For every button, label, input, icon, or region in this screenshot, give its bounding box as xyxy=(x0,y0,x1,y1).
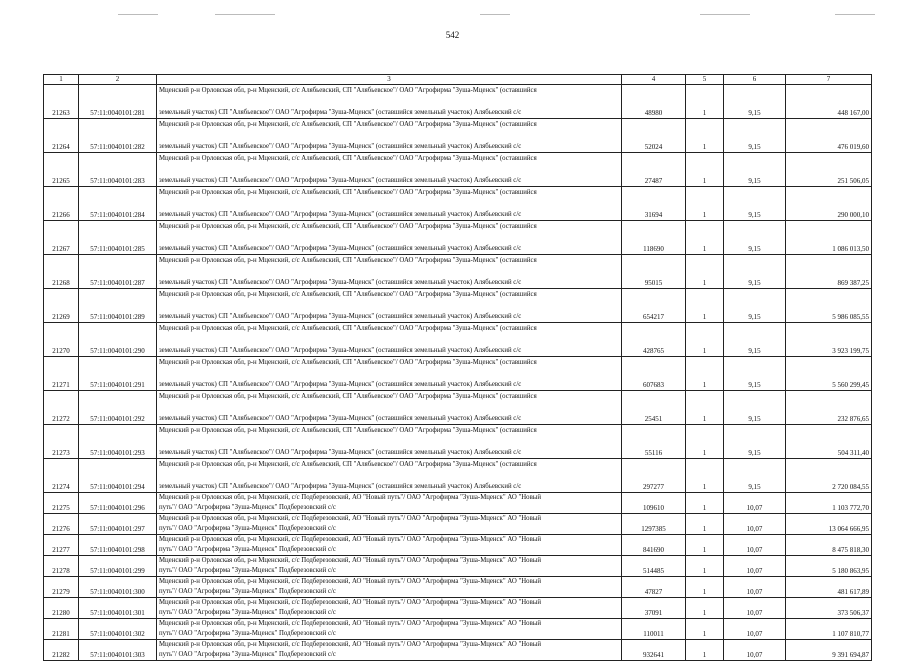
column-header: 5 xyxy=(686,75,724,85)
cadastral-number: 57:11:0040101:290 xyxy=(79,323,157,357)
description-line: Мценский р-н Орловская обл, р-н Мценский, с/с Алябьевский, СП "Алябьевское"/ ОАО "Агрофирма "Зуша-Мценск" (оставшийся xyxy=(159,427,537,434)
row-id: 21280 xyxy=(44,598,79,619)
description-line: Мценский р-н Орловская обл, р-н Мценский, с/с Алябьевский, СП "Алябьевское"/ ОАО "Агрофирма "Зуша-Мценск" (оставшийся xyxy=(159,257,537,264)
description-line: Мценский р-н Орловская обл, р-н Мценский, с/с Алябьевский, СП "Алябьевское"/ ОАО "Агрофирма "Зуша-Мценск" (оставшийся xyxy=(159,87,537,94)
column-header: 4 xyxy=(622,75,686,85)
area-value: 25451 xyxy=(622,391,686,425)
description-line: Мценский р-н Орловская обл, р-н Мценский, с/с Подберезовский, АО "Новый путь"/ ОАО "Агрофирма "Зуша-Мценск" АО "Новый xyxy=(159,578,541,585)
count-value: 1 xyxy=(686,221,724,255)
row-id: 21277 xyxy=(44,535,79,556)
description-line: Мценский р-н Орловская обл, р-н Мценский, с/с Алябьевский, СП "Алябьевское"/ ОАО "Агрофирма "Зуша-Мценск" (оставшийся xyxy=(159,325,537,332)
cadastral-value: 448 167,00 xyxy=(786,85,872,119)
description-line: Мценский р-н Орловская обл, р-н Мценский, с/с Алябьевский, СП "Алябьевское"/ ОАО "Агрофирма "Зуша-Мценск" (оставшийся xyxy=(159,461,537,468)
count-value: 1 xyxy=(686,323,724,357)
area-value: 654217 xyxy=(622,289,686,323)
cadastral-number: 57:11:0040101:285 xyxy=(79,221,157,255)
cadastral-value: 5 180 863,95 xyxy=(786,556,872,577)
cadastral-number: 57:11:0040101:287 xyxy=(79,255,157,289)
location-description xyxy=(157,323,622,357)
cadastral-value: 2 720 084,55 xyxy=(786,459,872,493)
cadastral-number: 57:11:0040101:302 xyxy=(79,619,157,640)
count-value: 1 xyxy=(686,85,724,119)
rate-value: 9,15 xyxy=(724,289,786,323)
row-id: 21281 xyxy=(44,619,79,640)
scan-artifact xyxy=(480,14,510,15)
cadastral-number: 57:11:0040101:301 xyxy=(79,598,157,619)
description-line: путь"/ ОАО "Агрофирма "Зуша-Мценск" Подберезовский с/с xyxy=(159,651,336,658)
area-value: 514485 xyxy=(622,556,686,577)
row-id: 21265 xyxy=(44,153,79,187)
area-value: 55116 xyxy=(622,425,686,459)
description-line: Мценский р-н Орловская обл, р-н Мценский, с/с Подберезовский, АО "Новый путь"/ ОАО "Агрофирма "Зуша-Мценск" АО "Новый xyxy=(159,599,541,606)
cadastral-number: 57:11:0040101:299 xyxy=(79,556,157,577)
area-value: 52024 xyxy=(622,119,686,153)
row-id: 21263 xyxy=(44,85,79,119)
location-description xyxy=(157,391,622,425)
description-line: земельный участок) СП "Алябьевское"/ ОАО "Агрофирма "Зуша-Мценск" (оставшийся земельный участок) Алябьевский с/с xyxy=(159,245,522,252)
table-row xyxy=(44,391,872,425)
cadastral-value: 8 475 818,30 xyxy=(786,535,872,556)
cadastral-number: 57:11:0040101:291 xyxy=(79,357,157,391)
cadastral-number: 57:11:0040101:284 xyxy=(79,187,157,221)
count-value: 1 xyxy=(686,535,724,556)
area-value: 1297385 xyxy=(622,514,686,535)
table-row xyxy=(44,459,872,493)
scan-artifact xyxy=(118,14,158,15)
rate-value: 10,07 xyxy=(724,556,786,577)
cadastral-value: 504 311,40 xyxy=(786,425,872,459)
description-line: земельный участок) СП "Алябьевское"/ ОАО "Агрофирма "Зуша-Мценск" (оставшийся земельный участок) Алябьевский с/с xyxy=(159,211,522,218)
cadastral-value: 869 387,25 xyxy=(786,255,872,289)
description-line: земельный участок) СП "Алябьевское"/ ОАО "Агрофирма "Зуша-Мценск" (оставшийся земельный участок) Алябьевский с/с xyxy=(159,143,522,150)
cadastral-number: 57:11:0040101:281 xyxy=(79,85,157,119)
rate-value: 9,15 xyxy=(724,323,786,357)
column-header: 7 xyxy=(786,75,872,85)
description-line: Мценский р-н Орловская обл, р-н Мценский, с/с Алябьевский, СП "Алябьевское"/ ОАО "Агрофирма "Зуша-Мценск" (оставшийся xyxy=(159,393,537,400)
location-description xyxy=(157,577,622,598)
table-row xyxy=(44,153,872,187)
rate-value: 10,07 xyxy=(724,577,786,598)
description-line: Мценский р-н Орловская обл, р-н Мценский, с/с Алябьевский, СП "Алябьевское"/ ОАО "Агрофирма "Зуша-Мценск" (оставшийся xyxy=(159,189,537,196)
rate-value: 9,15 xyxy=(724,221,786,255)
description-line: земельный участок) СП "Алябьевское"/ ОАО "Агрофирма "Зуша-Мценск" (оставшийся земельный участок) Алябьевский с/с xyxy=(159,177,522,184)
rate-value: 10,07 xyxy=(724,598,786,619)
area-value: 95015 xyxy=(622,255,686,289)
description-line: земельный участок) СП "Алябьевское"/ ОАО "Агрофирма "Зуша-Мценск" (оставшийся земельный участок) Алябьевский с/с xyxy=(159,449,522,456)
table-body xyxy=(44,85,872,661)
table-row xyxy=(44,289,872,323)
description-line: земельный участок) СП "Алябьевское"/ ОАО "Агрофирма "Зуша-Мценск" (оставшийся земельный участок) Алябьевский с/с xyxy=(159,347,522,354)
count-value: 1 xyxy=(686,493,724,514)
row-id: 21272 xyxy=(44,391,79,425)
location-description xyxy=(157,153,622,187)
row-id: 21269 xyxy=(44,289,79,323)
column-header: 2 xyxy=(79,75,157,85)
cadastral-value: 476 019,60 xyxy=(786,119,872,153)
cadastral-number: 57:11:0040101:289 xyxy=(79,289,157,323)
area-value: 297277 xyxy=(622,459,686,493)
rate-value: 9,15 xyxy=(724,391,786,425)
count-value: 1 xyxy=(686,619,724,640)
description-line: путь"/ ОАО "Агрофирма "Зуша-Мценск" Подберезовский с/с xyxy=(159,588,336,595)
description-line: путь"/ ОАО "Агрофирма "Зуша-Мценск" Подберезовский с/с xyxy=(159,630,336,637)
count-value: 1 xyxy=(686,289,724,323)
rate-value: 9,15 xyxy=(724,255,786,289)
count-value: 1 xyxy=(686,391,724,425)
table-row xyxy=(44,187,872,221)
table-row xyxy=(44,221,872,255)
row-id: 21278 xyxy=(44,556,79,577)
description-line: Мценский р-н Орловская обл, р-н Мценский, с/с Алябьевский, СП "Алябьевское"/ ОАО "Агрофирма "Зуша-Мценск" (оставшийся xyxy=(159,121,537,128)
column-header: 3 xyxy=(157,75,622,85)
description-line: путь"/ ОАО "Агрофирма "Зуша-Мценск" Подберезовский с/с xyxy=(159,567,336,574)
location-description xyxy=(157,640,622,661)
location-description xyxy=(157,556,622,577)
table-row xyxy=(44,255,872,289)
table-row xyxy=(44,323,872,357)
area-value: 110011 xyxy=(622,619,686,640)
rate-value: 9,15 xyxy=(724,187,786,221)
cadastral-value: 232 876,65 xyxy=(786,391,872,425)
cadastral-value: 13 064 666,95 xyxy=(786,514,872,535)
cadastral-value: 373 506,37 xyxy=(786,598,872,619)
count-value: 1 xyxy=(686,514,724,535)
area-value: 428765 xyxy=(622,323,686,357)
description-line: земельный участок) СП "Алябьевское"/ ОАО "Агрофирма "Зуша-Мценск" (оставшийся земельный участок) Алябьевский с/с xyxy=(159,415,522,422)
description-line: Мценский р-н Орловская обл, р-н Мценский, с/с Алябьевский, СП "Алябьевское"/ ОАО "Агрофирма "Зуша-Мценск" (оставшийся xyxy=(159,155,537,162)
description-line: Мценский р-н Орловская обл, р-н Мценский, с/с Подберезовский, АО "Новый путь"/ ОАО "Агрофирма "Зуша-Мценск" АО "Новый xyxy=(159,515,541,522)
count-value: 1 xyxy=(686,598,724,619)
area-value: 841690 xyxy=(622,535,686,556)
cadastral-number: 57:11:0040101:300 xyxy=(79,577,157,598)
count-value: 1 xyxy=(686,357,724,391)
description-line: Мценский р-н Орловская обл, р-н Мценский, с/с Подберезовский, АО "Новый путь"/ ОАО "Агрофирма "Зуша-Мценск" АО "Новый xyxy=(159,536,541,543)
row-id: 21267 xyxy=(44,221,79,255)
row-id: 21271 xyxy=(44,357,79,391)
description-line: Мценский р-н Орловская обл, р-н Мценский, с/с Подберезовский, АО "Новый путь"/ ОАО "Агрофирма "Зуша-Мценск" АО "Новый xyxy=(159,557,541,564)
area-value: 47827 xyxy=(622,577,686,598)
table-row xyxy=(44,493,872,514)
rate-value: 9,15 xyxy=(724,153,786,187)
location-description xyxy=(157,119,622,153)
location-description xyxy=(157,289,622,323)
row-id: 21274 xyxy=(44,459,79,493)
count-value: 1 xyxy=(686,640,724,661)
location-description xyxy=(157,255,622,289)
cadastral-number: 57:11:0040101:298 xyxy=(79,535,157,556)
location-description xyxy=(157,619,622,640)
cadastral-number: 57:11:0040101:292 xyxy=(79,391,157,425)
count-value: 1 xyxy=(686,556,724,577)
location-description xyxy=(157,425,622,459)
area-value: 48980 xyxy=(622,85,686,119)
table-row xyxy=(44,85,872,119)
area-value: 932641 xyxy=(622,640,686,661)
column-header: 6 xyxy=(724,75,786,85)
description-line: Мценский р-н Орловская обл, р-н Мценский, с/с Алябьевский, СП "Алябьевское"/ ОАО "Агрофирма "Зуша-Мценск" (оставшийся xyxy=(159,291,537,298)
cadastral-value: 1 086 013,50 xyxy=(786,221,872,255)
location-description xyxy=(157,598,622,619)
row-id: 21270 xyxy=(44,323,79,357)
row-id: 21275 xyxy=(44,493,79,514)
rate-value: 10,07 xyxy=(724,640,786,661)
rate-value: 10,07 xyxy=(724,514,786,535)
table-row xyxy=(44,577,872,598)
table-row xyxy=(44,357,872,391)
location-description xyxy=(157,357,622,391)
column-header-row xyxy=(44,75,872,85)
cadastral-value: 5 560 299,45 xyxy=(786,357,872,391)
description-line: Мценский р-н Орловская обл, р-н Мценский, с/с Подберезовский, АО "Новый путь"/ ОАО "Агрофирма "Зуша-Мценск" АО "Новый xyxy=(159,641,541,648)
description-line: земельный участок) СП "Алябьевское"/ ОАО "Агрофирма "Зуша-Мценск" (оставшийся земельный участок) Алябьевский с/с xyxy=(159,381,522,388)
count-value: 1 xyxy=(686,425,724,459)
cadastral-value: 1 107 810,77 xyxy=(786,619,872,640)
count-value: 1 xyxy=(686,459,724,493)
area-value: 37091 xyxy=(622,598,686,619)
column-header: 1 xyxy=(44,75,79,85)
table-row xyxy=(44,514,872,535)
description-line: земельный участок) СП "Алябьевское"/ ОАО "Агрофирма "Зуша-Мценск" (оставшийся земельный участок) Алябьевский с/с xyxy=(159,313,522,320)
table-row xyxy=(44,425,872,459)
table-row xyxy=(44,556,872,577)
table-row xyxy=(44,535,872,556)
count-value: 1 xyxy=(686,119,724,153)
rate-value: 10,07 xyxy=(724,619,786,640)
cadastral-number: 57:11:0040101:303 xyxy=(79,640,157,661)
rate-value: 9,15 xyxy=(724,425,786,459)
cadastral-number: 57:11:0040101:296 xyxy=(79,493,157,514)
row-id: 21264 xyxy=(44,119,79,153)
rate-value: 9,15 xyxy=(724,357,786,391)
scan-artifact xyxy=(700,14,750,15)
description-line: Мценский р-н Орловская обл, р-н Мценский, с/с Подберезовский, АО "Новый путь"/ ОАО "Агрофирма "Зуша-Мценск" АО "Новый xyxy=(159,620,541,627)
table-row xyxy=(44,598,872,619)
rate-value: 10,07 xyxy=(724,535,786,556)
table-row xyxy=(44,619,872,640)
cadastral-value: 3 923 199,75 xyxy=(786,323,872,357)
page-number: 542 xyxy=(445,30,460,40)
location-description xyxy=(157,493,622,514)
description-line: Мценский р-н Орловская обл, р-н Мценский, с/с Алябьевский, СП "Алябьевское"/ ОАО "Агрофирма "Зуша-Мценск" (оставшийся xyxy=(159,223,537,230)
location-description xyxy=(157,221,622,255)
location-description xyxy=(157,85,622,119)
description-line: Мценский р-н Орловская обл, р-н Мценский, с/с Подберезовский, АО "Новый путь"/ ОАО "Агрофирма "Зуша-Мценск" АО "Новый xyxy=(159,494,541,501)
cadastral-number: 57:11:0040101:294 xyxy=(79,459,157,493)
description-line: путь"/ ОАО "Агрофирма "Зуша-Мценск" Подберезовский с/с xyxy=(159,609,336,616)
cadastral-number: 57:11:0040101:283 xyxy=(79,153,157,187)
scan-artifact xyxy=(835,14,875,15)
row-id: 21273 xyxy=(44,425,79,459)
cadastral-value: 251 506,05 xyxy=(786,153,872,187)
location-description xyxy=(157,459,622,493)
count-value: 1 xyxy=(686,255,724,289)
description-line: земельный участок) СП "Алябьевское"/ ОАО "Агрофирма "Зуша-Мценск" (оставшийся земельный участок) Алябьевский с/с xyxy=(159,483,522,490)
table-row xyxy=(44,640,872,661)
count-value: 1 xyxy=(686,153,724,187)
row-id: 21279 xyxy=(44,577,79,598)
row-id: 21268 xyxy=(44,255,79,289)
cadastral-number: 57:11:0040101:293 xyxy=(79,425,157,459)
row-id: 21276 xyxy=(44,514,79,535)
cadastral-value: 481 617,89 xyxy=(786,577,872,598)
location-description xyxy=(157,535,622,556)
description-line: путь"/ ОАО "Агрофирма "Зуша-Мценск" Подберезовский с/с xyxy=(159,504,336,511)
description-line: путь"/ ОАО "Агрофирма "Зуша-Мценск" Подберезовский с/с xyxy=(159,546,336,553)
land-registry-table xyxy=(43,74,872,661)
cadastral-value: 9 391 694,87 xyxy=(786,640,872,661)
row-id: 21282 xyxy=(44,640,79,661)
count-value: 1 xyxy=(686,187,724,221)
rate-value: 9,15 xyxy=(724,85,786,119)
location-description xyxy=(157,514,622,535)
area-value: 118690 xyxy=(622,221,686,255)
cadastral-number: 57:11:0040101:297 xyxy=(79,514,157,535)
cadastral-value: 290 000,10 xyxy=(786,187,872,221)
rate-value: 9,15 xyxy=(724,119,786,153)
rate-value: 10,07 xyxy=(724,493,786,514)
area-value: 109610 xyxy=(622,493,686,514)
area-value: 27487 xyxy=(622,153,686,187)
location-description xyxy=(157,187,622,221)
row-id: 21266 xyxy=(44,187,79,221)
cadastral-number: 57:11:0040101:282 xyxy=(79,119,157,153)
table-row xyxy=(44,119,872,153)
cadastral-value: 1 103 772,70 xyxy=(786,493,872,514)
area-value: 31694 xyxy=(622,187,686,221)
scan-artifact xyxy=(215,14,275,15)
description-line: земельный участок) СП "Алябьевское"/ ОАО "Агрофирма "Зуша-Мценск" (оставшийся земельный участок) Алябьевский с/с xyxy=(159,109,522,116)
description-line: путь"/ ОАО "Агрофирма "Зуша-Мценск" Подберезовский с/с xyxy=(159,525,336,532)
area-value: 607683 xyxy=(622,357,686,391)
rate-value: 9,15 xyxy=(724,459,786,493)
description-line: Мценский р-н Орловская обл, р-н Мценский, с/с Алябьевский, СП "Алябьевское"/ ОАО "Агрофирма "Зуша-Мценск" (оставшийся xyxy=(159,359,537,366)
cadastral-value: 5 986 085,55 xyxy=(786,289,872,323)
description-line: земельный участок) СП "Алябьевское"/ ОАО "Агрофирма "Зуша-Мценск" (оставшийся земельный участок) Алябьевский с/с xyxy=(159,279,522,286)
count-value: 1 xyxy=(686,577,724,598)
